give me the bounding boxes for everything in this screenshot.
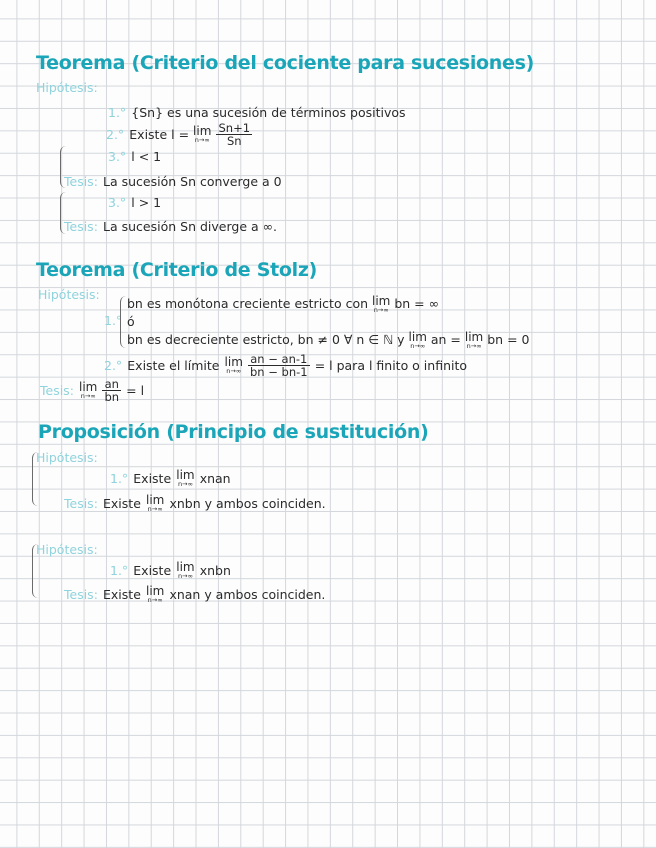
teorema1-h3b	[108, 192, 161, 211]
proposicion-b-h1	[110, 560, 231, 580]
proposicion-b-tesis-label: Tesis:	[64, 587, 98, 602]
teorema2-h2-lim	[225, 356, 243, 375]
proposicion-b-h1-text: Existe	[133, 563, 172, 578]
fraction-denominator: bn − bn-1	[250, 365, 308, 380]
teorema2-h1-line1-pre: bn es monótona creciente estricto con	[127, 295, 369, 311]
proposicion-title: Proposición (Principio de sustitución)	[38, 421, 429, 443]
proposicion-a-tesis-post: xnbn y ambos coinciden.	[169, 496, 326, 511]
teorema2-h1-line2-post: bn = 0	[487, 331, 530, 347]
teorema2-h1-line1-lim	[372, 295, 390, 314]
lim-text: lim	[176, 560, 195, 575]
teorema2-h1-or: ó	[127, 314, 135, 329]
teorema1-h2-lim	[193, 125, 211, 144]
teorema1-h1	[108, 102, 406, 121]
teorema2-h1-line2-pre: bn es decreciente estricto, bn ≠ 0 ∀ n ∈ ℕ y	[127, 331, 405, 347]
proposicion-a-hipotesis-label: Hipótesis:	[36, 450, 98, 465]
proposicion-b-tesis	[64, 584, 325, 604]
lim-subscript: n→∞	[177, 480, 193, 489]
proposicion-b-hipotesis-label: Hipótesis:	[36, 542, 98, 557]
teorema2-h1-num: 1.°	[104, 313, 123, 328]
proposicion-b-h1-num: 1.°	[110, 563, 129, 578]
lim-subscript: n→∞	[147, 505, 163, 514]
teorema2-hipotesis-label: Hipótesis:	[38, 287, 100, 302]
teorema1-tesis-b-text: La sucesión Sn diverge a ∞.	[103, 219, 278, 234]
teorema1-h1-num: 1.°	[108, 105, 127, 120]
teorema1-h2-fraction	[216, 122, 252, 147]
lim-text: lim	[408, 330, 427, 344]
lim-subscript: n→∞	[80, 392, 96, 401]
teorema2-h1-line2	[127, 331, 529, 350]
teorema2-h2-num: 2.°	[104, 358, 123, 374]
teorema1-h3a	[108, 146, 161, 165]
teorema2-tesis-post: = l	[126, 383, 145, 399]
teorema2-tesis-fraction	[102, 378, 121, 403]
lim-text: lim	[176, 468, 195, 483]
proposicion-a-tesis-lim	[146, 494, 164, 513]
lim-subscript: n→∞	[177, 572, 193, 581]
lim-subscript: n→∞	[194, 136, 210, 145]
proposicion-a-h1-lim	[176, 469, 194, 488]
teorema2-brace	[120, 296, 127, 348]
proposicion-a-tesis-label: Tesis:	[64, 496, 98, 511]
lim-text: lim	[145, 493, 165, 508]
fraction-denominator: bn	[104, 390, 120, 405]
teorema1-h3a-text: l < 1	[131, 149, 162, 164]
proposicion-b-tesis-lim	[146, 585, 164, 604]
teorema1-tesis-b	[64, 216, 277, 235]
fraction-numerator: Sn+1	[218, 121, 251, 135]
teorema1-h2-text: Existe l =	[129, 127, 194, 143]
teorema2-tesis	[40, 378, 144, 403]
teorema2-h2-post: = l para l finito o infinito	[314, 358, 468, 374]
teorema1-tesis-a	[64, 171, 282, 190]
teorema1-h2	[106, 122, 252, 147]
teorema1-hipotesis-label: Hipótesis:	[36, 80, 98, 95]
lim-text: lim	[372, 294, 391, 308]
teorema2-tesis-label: Tesis:	[40, 383, 74, 399]
lim-text: lim	[224, 355, 243, 370]
lim-subscript: n→∞	[147, 596, 163, 605]
teorema2-title: Teorema (Criterio de Stolz)	[36, 259, 317, 281]
lim-subscript: n→∞	[226, 367, 242, 376]
teorema1-tesis-a-text: La sucesión Sn converge a 0	[103, 174, 282, 189]
teorema1-h1-text: {Sn} es una sucesión de términos positivos	[131, 105, 406, 120]
lim-text: lim	[193, 124, 212, 139]
teorema2-h1-line2-lim1	[409, 331, 427, 350]
proposicion-a-h1-post: xnan	[199, 471, 231, 486]
lim-subscript: n→∞	[373, 306, 389, 314]
teorema2-h1-line1-post: bn = ∞	[394, 295, 440, 311]
proposicion-a-h1	[110, 468, 231, 488]
teorema1-title: Teorema (Criterio del cociente para sucesiones)	[36, 52, 534, 74]
fraction-numerator: an − an-1	[248, 353, 310, 366]
teorema2-h2	[104, 353, 467, 378]
teorema1-h3a-num: 3.°	[108, 149, 127, 164]
teorema1-tesis-b-label: Tesis:	[64, 219, 98, 234]
proposicion-a-tesis	[64, 493, 326, 513]
proposicion-b-h1-post: xnbn	[199, 563, 231, 578]
proposicion-a-h1-text: Existe	[133, 471, 172, 486]
proposicion-a-tesis-text: Existe	[103, 496, 141, 511]
teorema2-h1-line2-lim2	[465, 331, 483, 350]
teorema2-h1-line1	[127, 295, 439, 314]
proposicion-a-h1-num: 1.°	[110, 471, 129, 486]
proposicion-b-tesis-text: Existe	[103, 587, 141, 602]
teorema2-h2-fraction	[248, 353, 310, 378]
lim-text: lim	[145, 584, 165, 599]
teorema1-h3b-num: 3.°	[108, 195, 127, 210]
proposicion-b-h1-lim	[176, 561, 194, 580]
teorema1-h3b-text: l > 1	[131, 195, 162, 210]
teorema1-tesis-a-label: Tesis:	[64, 174, 98, 189]
teorema2-h1-line2-mid: an =	[430, 331, 461, 347]
proposicion-b-tesis-post: xnan y ambos coinciden.	[169, 587, 326, 602]
teorema1-h2-num: 2.°	[106, 127, 125, 143]
fraction-denominator: Sn	[226, 134, 242, 149]
teorema2-tesis-lim	[79, 381, 97, 400]
lim-subscript: n→∞	[466, 342, 482, 350]
lim-text: lim	[79, 380, 98, 395]
teorema2-h2-text: Existe el límite	[127, 358, 220, 374]
lim-subscript: n→∞	[410, 342, 426, 350]
fraction-numerator: an	[102, 378, 121, 391]
lim-text: lim	[464, 330, 484, 344]
